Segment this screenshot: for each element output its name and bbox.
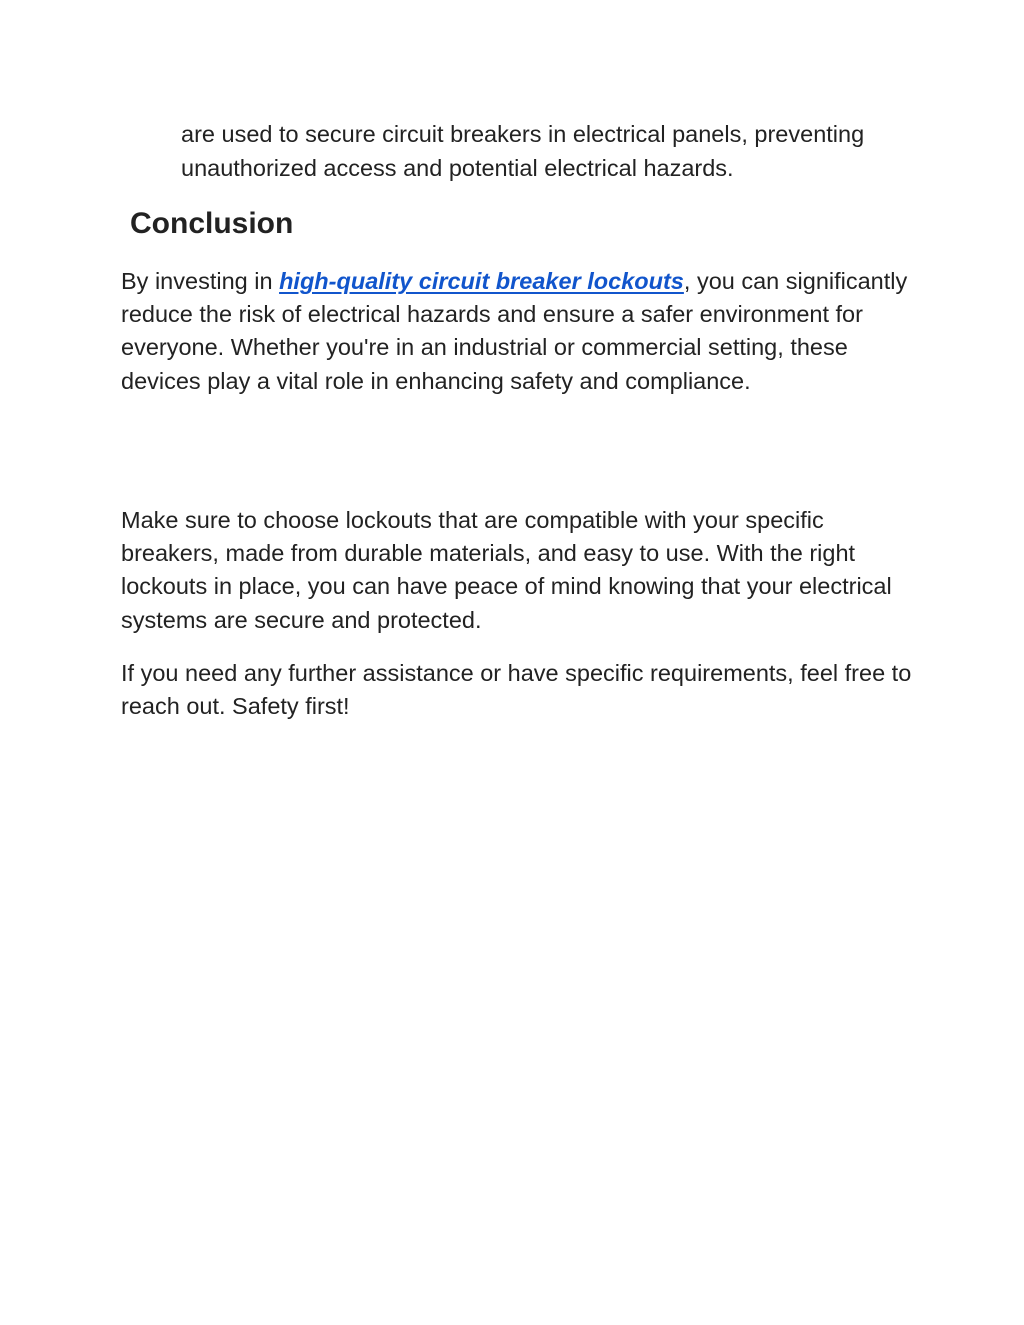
closing-paragraph: If you need any further assistance or have specific requirements, feel free to reach out. Safety first! (121, 660, 912, 720)
conclusion-heading: Conclusion (130, 207, 294, 240)
conclusion-paragraph (121, 265, 921, 398)
lockout-advice-paragraph: Make sure to choose lockouts that are compatible with your specific breakers, made from durable materials, and easy to use. With the right lockouts in place, you can have peace of mind knowing that your electrical systems are secure and protected. (121, 507, 892, 633)
paragraph-text-after-link: , you can significantly reduce the risk of electrical hazards and ensure a safer environment for everyone. Whether you're in an industrial or commercial setting, these devices play a vital role in enhancing safety and compliance. (121, 268, 908, 394)
circuit-breaker-lockouts-link[interactable]: high-quality circuit breaker lockouts (279, 268, 684, 294)
paragraph-text-before-link: By investing in (121, 268, 280, 294)
intro-paragraph: are used to secure circuit breakers in electrical panels, preventing unauthorized access and potential electrical hazards. (181, 121, 865, 181)
